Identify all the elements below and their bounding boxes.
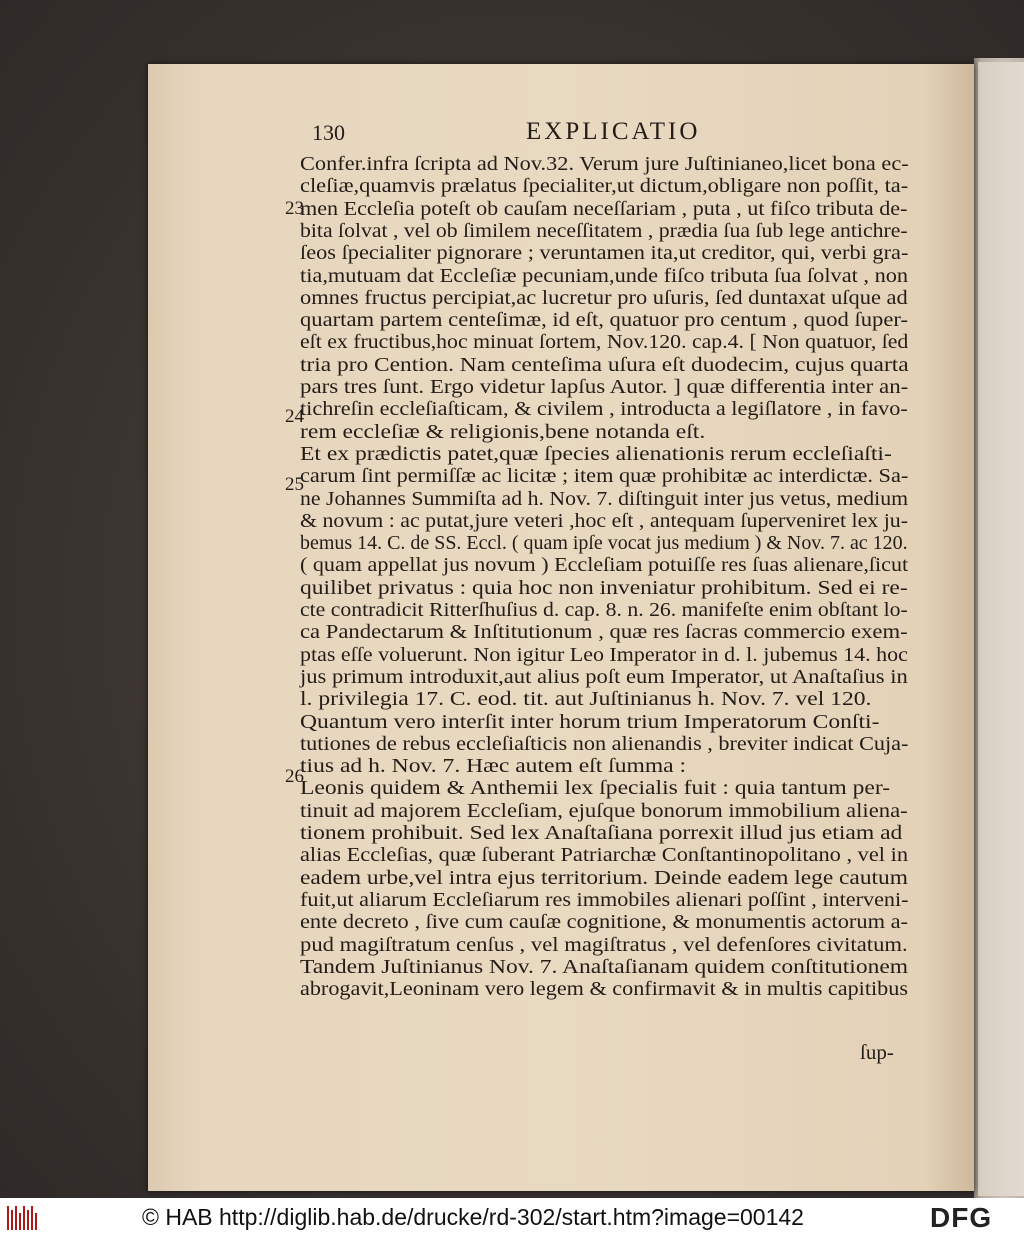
text-line: eſt ex fructibus,hoc minuat ſortem, Nov.120. cap.4. [ Non quatuor, ſed (300, 331, 909, 354)
text-line: Et ex prædictis patet,quæ ſpecies alienationis rerum eccleſiaſti- (300, 442, 892, 465)
text-line: ſeos ſpecialiter pignorare ; veruntamen ita,ut creditor, qui, verbi gra- (300, 242, 909, 265)
text-line: quartam partem centeſimæ, id eſt, quatuor pro centum , quod ſuper- (300, 309, 908, 332)
dfg-logo: DFG (930, 1202, 993, 1233)
page-number: 130 (312, 120, 345, 145)
margin-number: 25 (285, 474, 304, 495)
text-line: tutiones de rebus eccleſiaſticis non alienandis , breviter indicat Cuja- (300, 732, 909, 755)
text-line: fuit,ut aliarum Eccleſiarum res immobiles alienari poſſint , interveni- (300, 888, 909, 911)
running-title: EXPLICATIO (526, 118, 701, 145)
text-line: eadem urbe,vel intra ejus territorium. Deinde eadem lege cautum (300, 866, 908, 889)
margin-number: 24 (285, 406, 304, 427)
text-line: ca Pandectarum & Inſtitutionum , quæ res ſacras commercio exem- (300, 621, 908, 644)
text-line: abrogavit,Leoninam vero legem & confirmavit & in multis capitibus (300, 978, 908, 1001)
text-line: bita ſolvat , vel ob ſimilem neceſſitatem , prædia ſua ſub lege antichre- (300, 219, 908, 242)
text-line: tionem prohibuit. Sed lex Anaſtaſiana porrexit illud jus etiam ad (300, 822, 903, 844)
text-line: tia,mutuam dat Eccleſiæ pecuniam,unde fiſco tributa ſua ſolvat , non (300, 264, 909, 287)
text-line: Tandem Juſtinianus Nov. 7. Anaſtaſianam quidem conſtitutionem (300, 955, 909, 978)
text-line: cleſiæ,quamvis prælatus ſpecialiter,ut dictum,obligare non poſſit, ta- (300, 175, 909, 198)
text-line: Confer.infra ſcripta ad Nov.32. Verum jure Juſtinianeo,licet bona ec- (300, 153, 909, 175)
text-line: jus primum introduxit,aut alius poſt eum Imperator, ut Anaſtaſius in (300, 665, 908, 688)
text-line: tius ad h. Nov. 7. Hæc autem eſt ſumma : (300, 755, 687, 778)
margin-number: 23 (285, 198, 304, 219)
text-line: quilibet privatus : quia hoc non inveniatur prohibitum. Sed ei re- (300, 576, 908, 599)
text-line: ( quam appellat jus novum ) Eccleſiam potuiſſe res ſuas alienare,ſicut (300, 554, 909, 577)
text-line: pud magiſtratum cenſus , vel magiſtratus , vel defenſores civitatum. (300, 933, 908, 956)
footer-bar (0, 1198, 1024, 1238)
margin-number: 26 (285, 766, 304, 787)
text-line: tria pro Cention. Nam centeſima uſura eſt duodecim, cujus quarta (300, 353, 909, 376)
text-line: pars tres ſunt. Ergo videtur lapſus Autor. ] quæ differentia inter an- (300, 376, 909, 398)
text-line: l. privilegia 17. C. eod. tit. aut Juſtinianus h. Nov. 7. vel 120. (300, 688, 872, 711)
text-line: ente decreto , ſive cum cauſæ cognitione, & monumentis actorum a- (300, 911, 908, 934)
body-text (300, 152, 912, 1042)
text-line: alias Eccleſias, quæ ſuberant Patriarchæ Conſtantinopolitano , vel in (300, 844, 909, 867)
copyright-url[interactable]: © HAB http://diglib.hab.de/drucke/rd-302/start.htm?image=00142 (142, 1204, 804, 1230)
text-line: omnes fructus percipiat,ac lucretur pro uſuris, ſed duntaxat uſque ad (300, 286, 908, 309)
text-line: tichreſin eccleſiaſticam, & civilem , introducta a legiſlatore , in favo- (300, 398, 908, 421)
catchword: ſup- (860, 1040, 894, 1064)
text-line: carum ſint permiſſæ ac licitæ ; item quæ prohibitæ ac interdictæ. Sa- (300, 465, 909, 488)
hab-logo-icon (6, 1204, 40, 1232)
text-line: Leonis quidem & Anthemii lex ſpecialis fuit : quia tantum per- (300, 777, 891, 800)
text-line: & novum : ac putat,jure veteri ,hoc eſt , antequam ſuperveniret lex ju- (300, 509, 909, 532)
text-line: cte contradicit Ritterſhuſius d. cap. 8. n. 26. manifeſte enim obſtant lo- (300, 599, 908, 621)
text-line: ptas eſſe voluerunt. Non igitur Leo Imperator in d. l. jubemus 14. hoc (300, 643, 908, 666)
next-page-edge-inner (978, 62, 1024, 1196)
text-line: Quantum vero interſit inter horum trium Imperatorum Conſti- (300, 710, 880, 733)
text-line: ne Johannes Summiſta ad h. Nov. 7. diſtinguit inter jus vetus, medium (300, 487, 909, 510)
text-line: men Eccleſia poteſt ob cauſam neceſſariam , puta , ut fiſco tributa de- (300, 197, 908, 220)
text-line: tinuit ad majorem Eccleſiam, ejuſque bonorum immobilium aliena- (300, 799, 908, 822)
text-line: rem eccleſiæ & religionis,bene notanda eſt. (300, 420, 706, 443)
text-line: bemus 14. C. de SS. Eccl. ( quam ipſe vocat jus medium ) & Nov. 7. ac 120. (300, 532, 908, 555)
